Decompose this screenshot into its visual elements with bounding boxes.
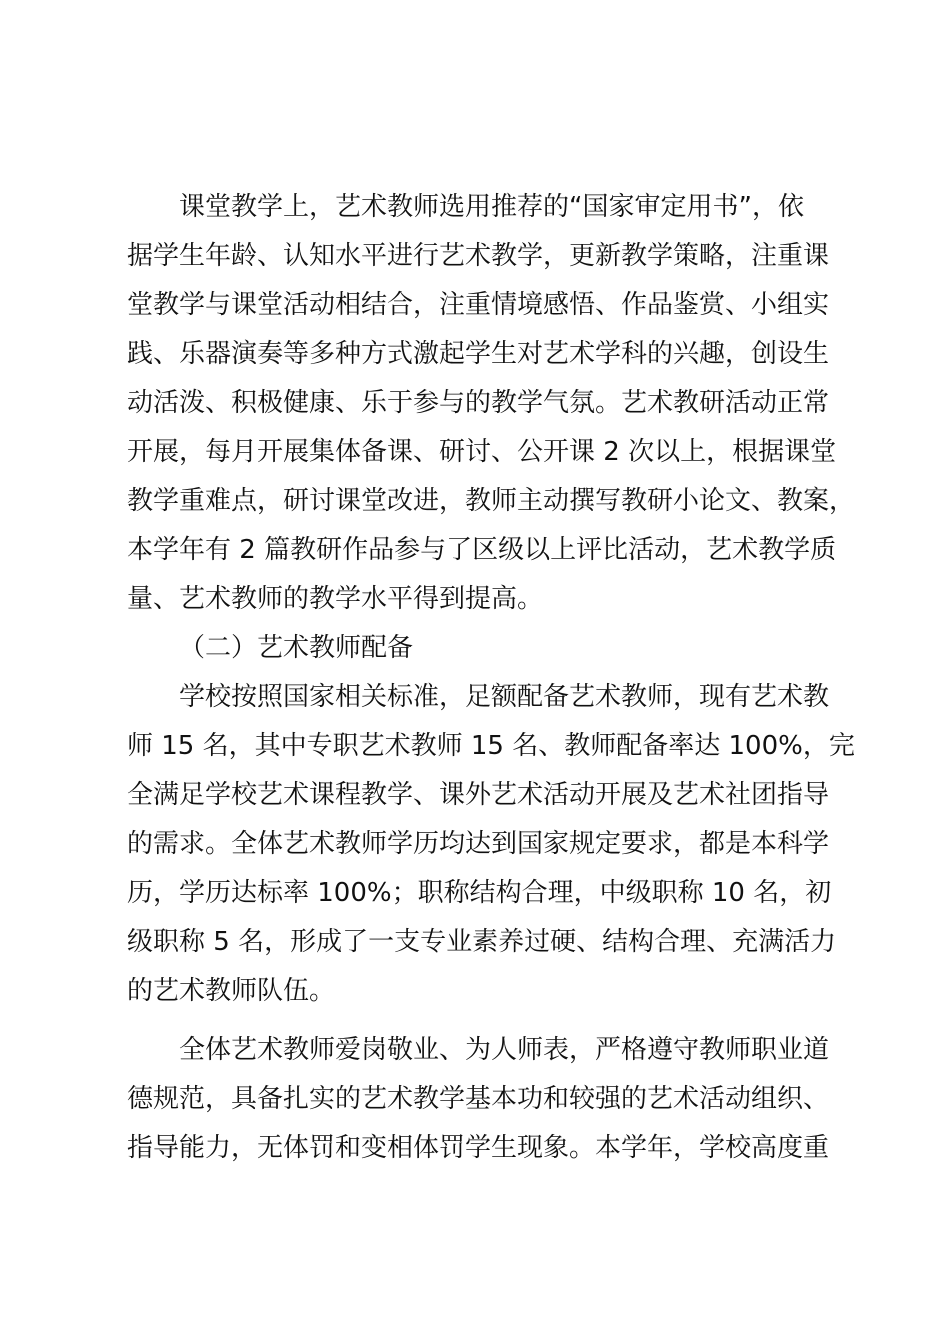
paragraph-line: 历，学历达标率 100%；职称结构合理，中级职称 10 名，初	[127, 878, 832, 908]
paragraph-teaching	[127, 183, 857, 624]
paragraph-line: 的艺术教师队伍。	[127, 976, 336, 1006]
paragraph-staffing	[127, 673, 857, 1016]
paragraph-line: 全体艺术教师爱岗敬业、为人师表，严格遵守教师职业道	[179, 1035, 830, 1065]
paragraph-spacing	[127, 1016, 857, 1026]
paragraph-line: 学校按照国家相关标准，足额配备艺术教师，现有艺术教	[179, 682, 830, 712]
section-heading: （二）艺术教师配备	[179, 633, 414, 663]
paragraph-line: 本学年有 2 篇教研作品参与了区级以上评比活动，艺术教学质	[127, 535, 837, 565]
paragraph-line: 德规范，具备扎实的艺术教学基本功和较强的艺术活动组织、	[127, 1084, 830, 1114]
paragraph-line: 全满足学校艺术课程教学、课外艺术活动开展及艺术社团指导	[127, 780, 830, 810]
paragraph-line: 级职称 5 名，形成了一支专业素养过硬、结构合理、充满活力	[127, 927, 837, 957]
paragraph-line: 动活泼、积极健康、乐于参与的教学气氛。艺术教研活动正常	[127, 388, 830, 418]
paragraph-line: 教学重难点，研讨课堂改进，教师主动撰写教研小论文、教案，	[127, 486, 856, 516]
paragraph-ethics	[127, 1026, 857, 1173]
paragraph-line: 指导能力，无体罚和变相体罚学生现象。本学年，学校高度重	[127, 1133, 830, 1163]
paragraph-line: 践、乐器演奏等多种方式激起学生对艺术学科的兴趣，创设生	[127, 339, 830, 369]
paragraph-line: 课堂教学上，艺术教师选用推荐的“国家审定用书”，依	[179, 192, 804, 222]
document-body	[127, 183, 857, 1173]
paragraph-line: 开展，每月开展集体备课、研讨、公开课 2 次以上，根据课堂	[127, 437, 837, 467]
paragraph-line: 据学生年龄、认知水平进行艺术教学，更新教学策略，注重课	[127, 241, 830, 271]
paragraph-line: 堂教学与课堂活动相结合，注重情境感悟、作品鉴赏、小组实	[127, 290, 830, 320]
paragraph-line: 量、艺术教师的教学水平得到提高。	[127, 584, 544, 614]
paragraph-line: 的需求。全体艺术教师学历均达到国家规定要求，都是本科学	[127, 829, 830, 859]
paragraph-line: 师 15 名，其中专职艺术教师 15 名、教师配备率达 100%，完	[127, 731, 855, 761]
